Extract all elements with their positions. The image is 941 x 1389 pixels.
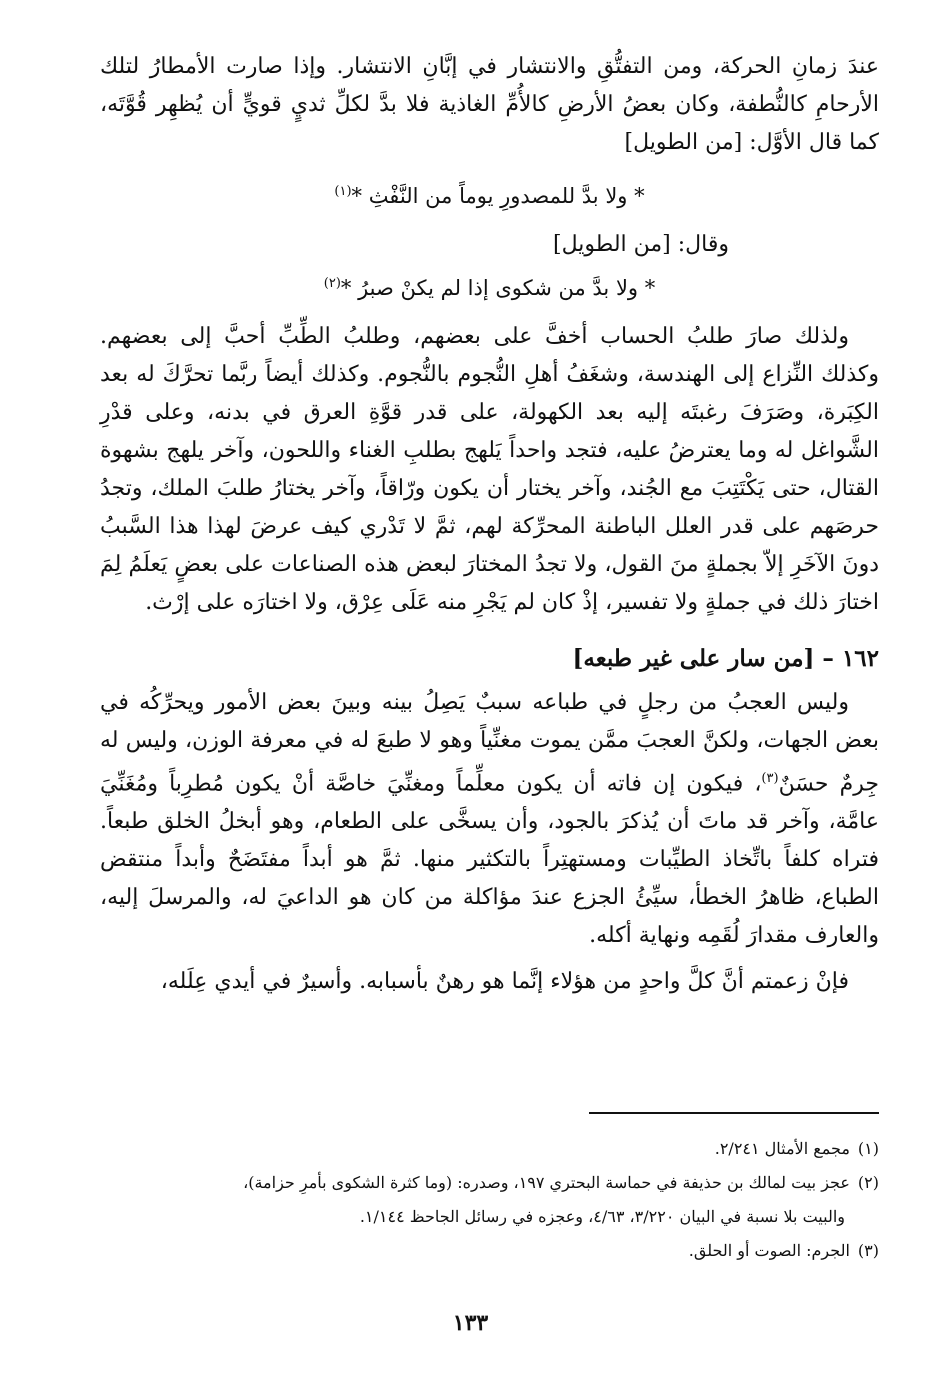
- section-dash: –: [822, 645, 834, 672]
- footnote-1-marker: (١): [857, 1139, 879, 1158]
- footnote-2-continuation: والبيت بلا نسبة في البيان ٣/٢٢٠، ٤/٦٣، وعجزه في رسائل الجاحظ ١/١٤٤.: [359, 1207, 845, 1226]
- footnote-3: [100, 1234, 879, 1268]
- footnote-separator: [589, 1112, 879, 1114]
- footnote-ref-1: (١): [334, 184, 352, 199]
- section-title: [من سار على غير طبعه]: [572, 645, 815, 672]
- paragraph-1: [100, 48, 879, 162]
- verse-1-text: * ولا بدَّ للمصدورِ يوماً من النَّفْثِ *: [351, 184, 645, 208]
- footnote-3-marker: (٣): [857, 1241, 879, 1260]
- paragraph-3-text-b: ، فيكون إن فاته أن يكون معلِّماً ومغنِّيَ خاصَّة أنْ يكون مُطرِباً ومُغَنِّيَ عامَّة، وآخر قد ماتَ أن يُذكرَ بالجود، وأن يسخَّى على الطعام، وهو أبخلُ الخلق طبعاً. فتراه كلفاً باتِّخاذ الطيِّبات ومستهتِراً بالتكثير منها. ثمَّ هو أبداً مفتَضَحٌ وأبداً منتقض الطباع، ظاهرُ الخطأ، سيِّئُ الجزع عندَ مؤاكلة من كان هو الداعيَ له، والمرسلَ إليه، والعارف مقدارَ لُقَمِه ونهاية أكله.: [100, 771, 879, 949]
- footnote-2-marker: (٢): [857, 1173, 879, 1192]
- paragraph-4: فإنْ زعمتم أنَّ كلَّ واحدٍ من هؤلاء إنَّما هو رهنٌ بأسبابه. وأسيرٌ في أيدي عِلَله،: [160, 969, 849, 995]
- verse-2: [100, 264, 879, 308]
- section-heading: [100, 640, 879, 678]
- verse-1: [100, 172, 879, 216]
- footnote-ref-3: (٣): [761, 771, 779, 786]
- meter-label-1: [من الطويل]: [624, 130, 743, 155]
- footnote-3-text: الجرم: الصوت أو الحلق.: [688, 1241, 850, 1260]
- footnotes: [100, 1132, 879, 1268]
- paragraph-3-text-a: وليس العجبُ من رجلٍ في طباعه سببٌ يَصِلُ بينه وبينَ بعض الأمور ويحرِّكُه في بعض الجهات، ولكنَّ العجبَ ممَّن يموت مغنِّياً وهو لا طبعَ له في معرفة الوزن، وليس له جِرمٌ حسَنٌ: [100, 690, 880, 797]
- paragraph-1-text: عندَ زمانِ الحركة، ومن التفتُّقِ والانتشار في إبَّانِ الانتشار. وإذا صارت الأمطارُ لتلك الأرحامِ كالنُّطفة، وكان بعضُ الأرضِ كالأُمِّ الغاذية فلا بدَّ لكلِّ ثديٍ قويٍّ أن يُظهِر قُوَّتَه، كما قال الأوَّل:: [100, 54, 879, 155]
- section-number: ١٦٢: [841, 645, 879, 672]
- footnote-1: [100, 1132, 879, 1166]
- footnote-ref-2: (٢): [323, 276, 341, 291]
- verse-2-intro: [100, 226, 879, 264]
- verse-2-text: * ولا بدَّ من شكوى إذا لم يكنْ صبرُ *: [340, 276, 656, 300]
- footnote-2: [100, 1166, 879, 1200]
- verse-2-intro-text: وقال:: [677, 232, 729, 257]
- footnote-1-text: مجمع الأمثال ٢/٢٤١.: [714, 1139, 850, 1158]
- paragraph-3: [100, 684, 879, 955]
- meter-label-2: [من الطويل]: [553, 232, 671, 257]
- footnote-2-text: عجز بيت لمالك بن حذيفة في حماسة البحتري ١٩٧، وصدره: (وما كثرة الشكوى بأمرِ حزامة)،: [243, 1173, 850, 1192]
- main-text: [100, 48, 879, 1001]
- paragraph-2: ولذلك صارَ طلبُ الحساب أخفَّ على بعضهم، وطلبُ الطِّبِّ أحبَّ إلى بعضهم. وكذلك النِّزاع إلى الهندسة، وشغَفُ أهلِ النُّجوم بالنُّجوم. وكذلك أيضاً ربَّما تحرَّكَ له بعد الكِبَرة، وصَرَفَ رغبتَه إليه بعد الكهولة، على قدر قوَّةِ العرق في بدنه، وعلى قدْرِ الشَّواغل له وما يعترضُ عليه، فتجد واحداً يَلهج بطلبِ الغناء واللحون، وآخر يلهج بشهوة القتال، حتى يَكْتَتِبَ مع الجُند، وآخر يختار أن يكون ورّاقاً، وآخر يختارُ طلبَ الملك، وتجدُ حرصَهم على قدر العلل الباطنة المحرِّكة لهم، ثمَّ لا تَدْري كيف عرضَ لهذا هذا السَّببُ دونَ الآخَرِ إلاّ بجملةٍ منَ القول، ولا تجدُ المختارَ لبعض هذه الصناعات على بعضٍ يَعلَمُ لِمَ اختارَ ذلك في جملةٍ ولا تفسير، إذْ كان لم يَجْرِ منه عَلَى عِرْق، ولا اختارَه على إرْث.: [100, 324, 879, 615]
- page-number: ١٣٣: [452, 1310, 489, 1336]
